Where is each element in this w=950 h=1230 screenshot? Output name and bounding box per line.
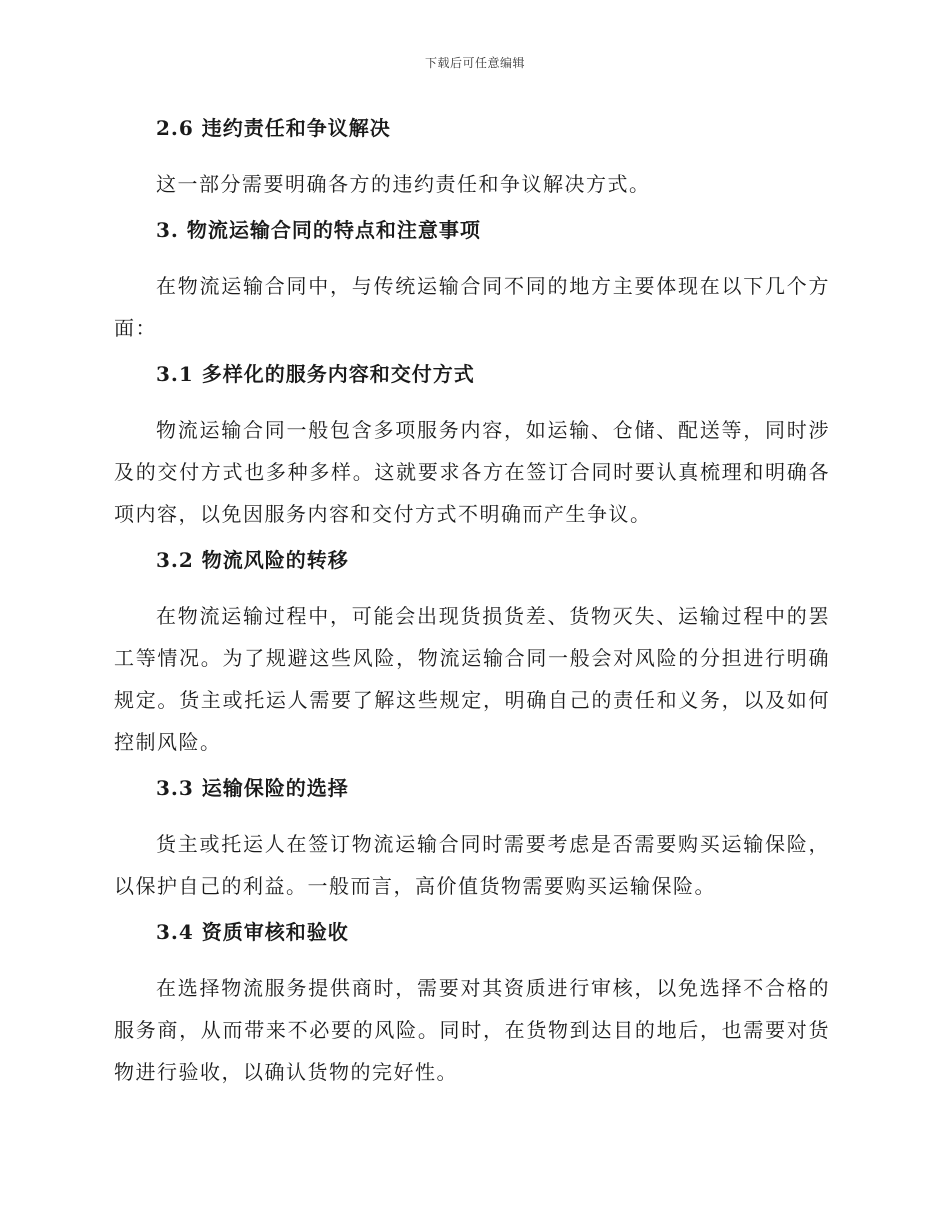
section-heading-3: 3. 物流运输合同的特点和注意事项 [156,218,481,242]
paragraph: 在物流运输过程中，可能会出现货损货差、货物灭失、运输过程中的罢工等情况。为了规避这些风险，物流运输合同一般会对风险的分担进行明确规定。货主或托运人需要了解这些规定，明确自己的责任和义务，以及如何控制风险。 [114,604,830,754]
section-heading-2-6: 2.6 违约责任和争议解决 [156,116,391,140]
section-heading-3-4: 3.4 资质审核和验收 [156,920,349,944]
section-heading-3-1: 3.1 多样化的服务内容和交付方式 [156,362,475,386]
document-body [114,112,830,1102]
paragraph: 货主或托运人在签订物流运输合同时需要考虑是否需要购买运输保险，以保护自己的利益。一般而言，高价值货物需要购买运输保险。 [114,832,830,898]
paragraph: 物流运输合同一般包含多项服务内容，如运输、仓储、配送等，同时涉及的交付方式也多种多样。这就要求各方在签订合同时要认真梳理和明确各项内容，以免因服务内容和交付方式不明确而产生争议。 [114,418,830,526]
section-heading-3-3: 3.3 运输保险的选择 [156,776,349,800]
paragraph: 在物流运输合同中，与传统运输合同不同的地方主要体现在以下几个方面： [114,274,830,340]
paragraph: 这一部分需要明确各方的违约责任和争议解决方式。 [156,172,651,196]
section-heading-3-2: 3.2 物流风险的转移 [156,548,349,572]
paragraph: 在选择物流服务提供商时，需要对其资质进行审核，以免选择不合格的服务商，从而带来不必要的风险。同时，在货物到达目的地后，也需要对货物进行验收，以确认货物的完好性。 [114,976,830,1084]
header-note: 下载后可任意编辑 [424,56,525,70]
